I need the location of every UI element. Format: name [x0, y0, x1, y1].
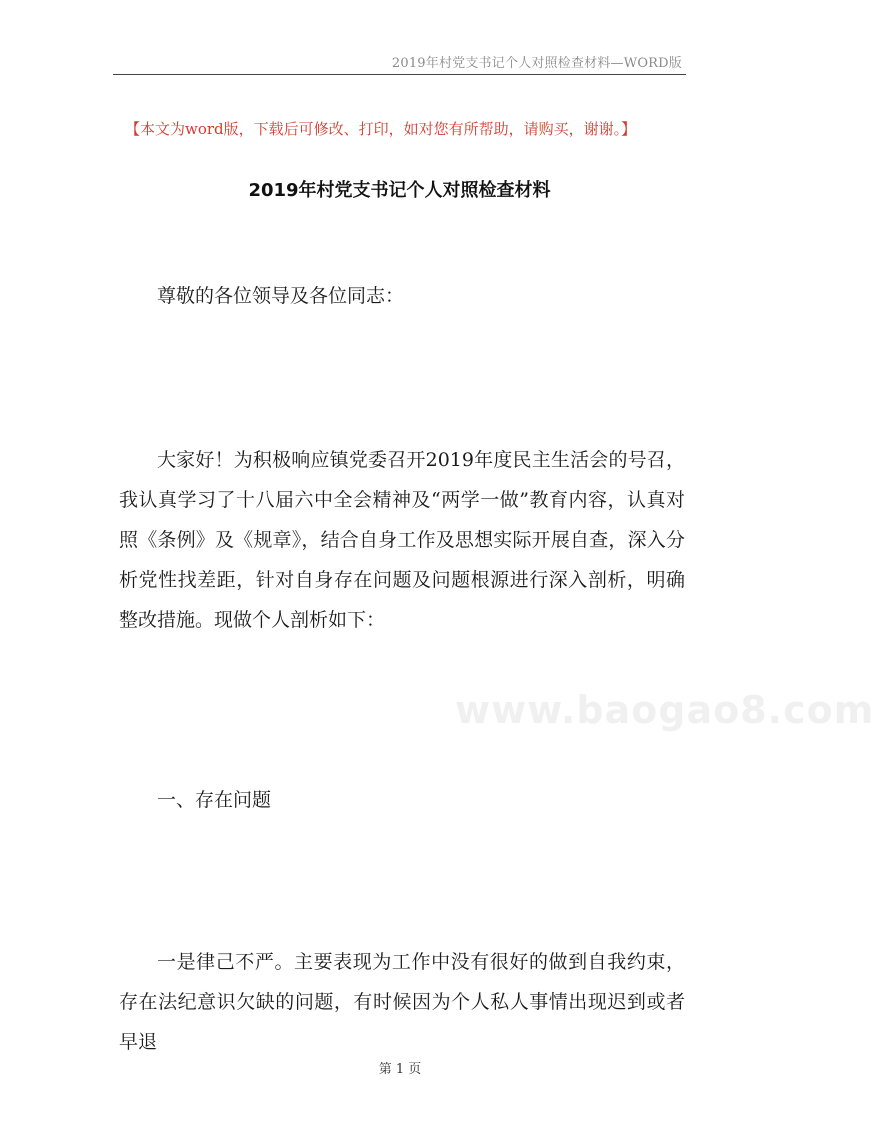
- point-paragraph: 一是律己不严。主要表现为工作中没有很好的做到自我约束，存在法纪意识欠缺的问题，有时候因为个人私人事情出现迟到或者早退: [119, 951, 685, 1053]
- document-title: 2019年村党支书记个人对照检查材料: [248, 180, 551, 201]
- running-header: 2019年村党支书记个人对照检查材料—WORD版: [391, 56, 682, 71]
- section-heading: 一、存在问题: [157, 789, 272, 811]
- header-divider: [113, 74, 686, 75]
- intro-paragraph: 大家好！为积极响应镇党委召开2019年度民主生活会的号召，我认真学习了十八届六中全会精神及“两学一做”教育内容，认真对照《条例》及《规章》，结合自身工作及思想实际开展自查，深入分析党性找差距，针对自身存在问题及问题根源进行深入剖析，明确整改措施。现做个人剖析如下：: [119, 449, 685, 631]
- greeting-paragraph: 尊敬的各位领导及各位同志：: [157, 285, 405, 307]
- download-notice: 【本文为word版，下载后可修改、打印，如对您有所帮助，请购买，谢谢。】: [125, 120, 637, 138]
- watermark: www.baogao8.com: [455, 688, 874, 732]
- page-number: 第 1 页: [378, 1062, 422, 1077]
